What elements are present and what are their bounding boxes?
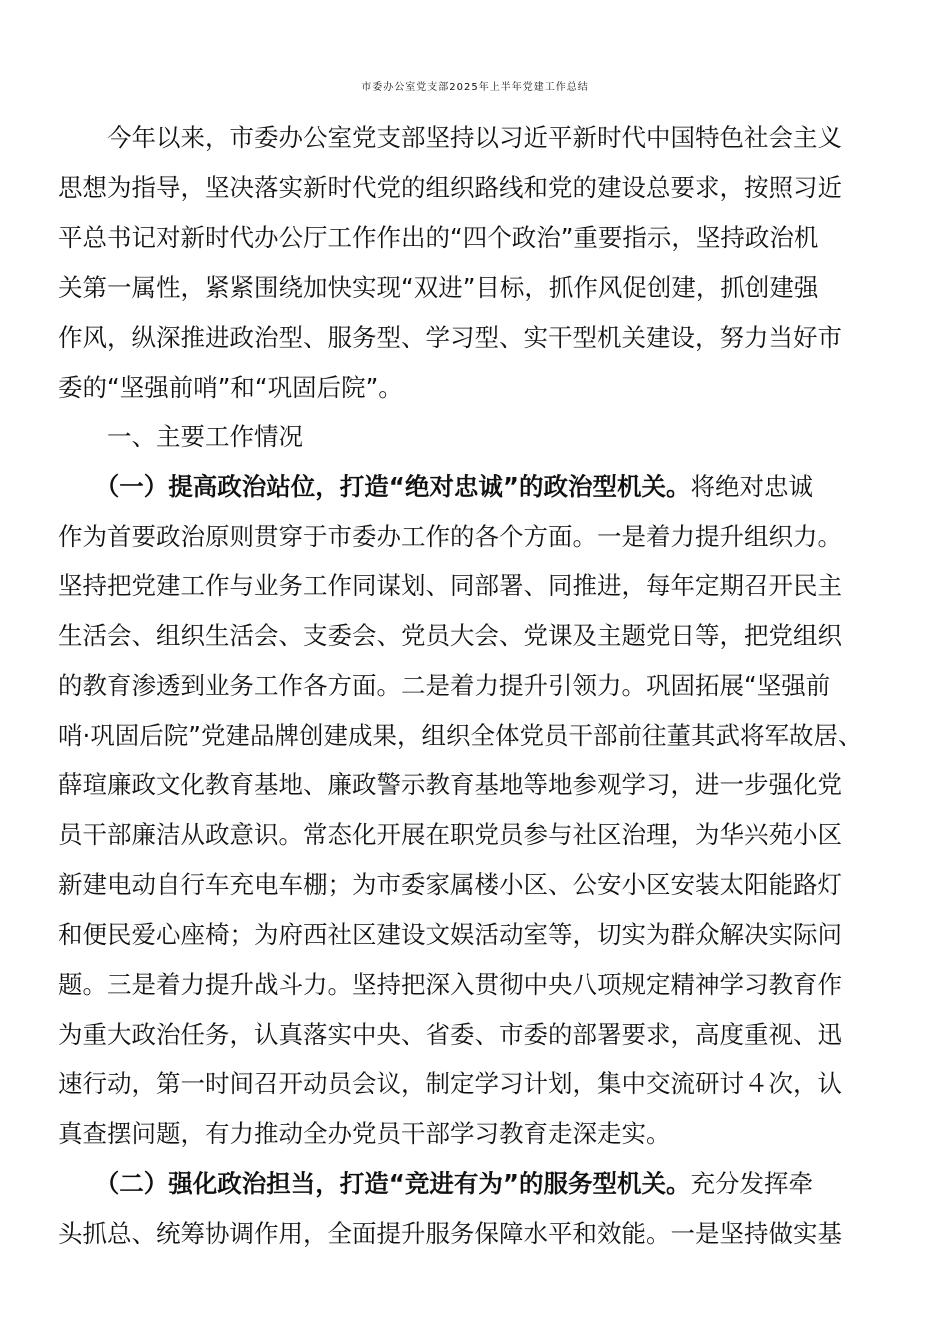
part-one-line-7: 员干部廉洁从政意识。常态化开展在职党员参与社区治理，为华兴苑小区 (58, 820, 842, 849)
part-one-line-11: 为重大政治任务，认真落实中央、省委、市委的部署要求，高度重视、迅 (58, 1020, 842, 1049)
intro-line-5: 作风，纵深推进政治型、服务型、学习型、实干型机关建设，努力当好市 (58, 323, 842, 352)
part-one-line-10: 题。三是着力提升战斗力。坚持把深入贯彻中央八项规定精神学习教育作 (58, 970, 842, 999)
part-two-line-1: 头抓总、统筹协调作用，全面提升服务保障水平和效能。一是坚持做实基 (58, 1219, 842, 1248)
part-one-line-12: 速行动，第一时间召开动员会议，制定学习计划，集中交流研讨４次，认 (58, 1069, 842, 1098)
part-one-line-9: 和便民爱心座椅；为府西社区建设文娱活动室等，切实为群众解决实际问 (58, 920, 842, 949)
part-two-lead-rest: 充分发挥牵 (690, 1169, 813, 1198)
section-one-heading: 一、主要工作情况 (58, 422, 303, 451)
part-one-lead-line (58, 467, 898, 507)
part-one-line-3: 生活会、组织生活会、支委会、党员大会、党课及主题党日等，把党组织 (58, 621, 842, 650)
part-one-line-13: 真查摆问题，有力推动全办党员干部学习教育走深走实。 (58, 1119, 671, 1148)
intro-line-1: 今年以来，市委办公室党支部坚持以习近平新时代中国特色社会主义 (58, 123, 842, 152)
intro-line-6: 委的“坚强前哨”和“巩固后院”。 (58, 373, 403, 402)
intro-line-2: 思想为指导，坚决落实新时代党的组织路线和党的建设总要求，按照习近 (58, 173, 842, 202)
part-two-bold-lead: （二）强化政治担当，打造“竞进有为”的服务型机关。 (58, 1169, 691, 1198)
part-one-line-2: 坚持把党建工作与业务工作同谋划、同部署、同推进，每年定期召开民主 (58, 571, 842, 600)
part-one-lead-rest: 将绝对忠诚 (690, 472, 813, 501)
document-title: 市委办公室党支部2025年上半年党建工作总结 (361, 82, 589, 93)
part-one-line-5: 哨·巩固后院”党建品牌创建成果，组织全体党员干部前往董其武将军故居、 (58, 721, 863, 750)
part-one-line-4: 的教育渗透到业务工作各方面。二是着力提升引领力。巩固拓展“坚强前 (58, 671, 831, 700)
intro-line-4: 关第一属性，紧紧围绕加快实现“双进”目标，抓作风促创建，抓创建强 (58, 273, 819, 302)
intro-line-3: 平总书记对新时代办公厅工作作出的“四个政治”重要指示，坚持政治机 (58, 223, 819, 252)
part-two-lead-line (58, 1164, 898, 1204)
part-one-line-8: 新建电动自行车充电车棚；为市委家属楼小区、公安小区安装太阳能路灯 (58, 870, 842, 899)
part-one-line-1: 作为首要政治原则贯穿于市委办工作的各个方面。一是着力提升组织力。 (58, 522, 842, 551)
part-one-bold-lead: （一）提高政治站位，打造“绝对忠诚”的政治型机关。 (58, 472, 691, 501)
part-one-line-6: 薛瑄廉政文化教育基地、廉政警示教育基地等地参观学习，进一步强化党 (58, 770, 842, 799)
